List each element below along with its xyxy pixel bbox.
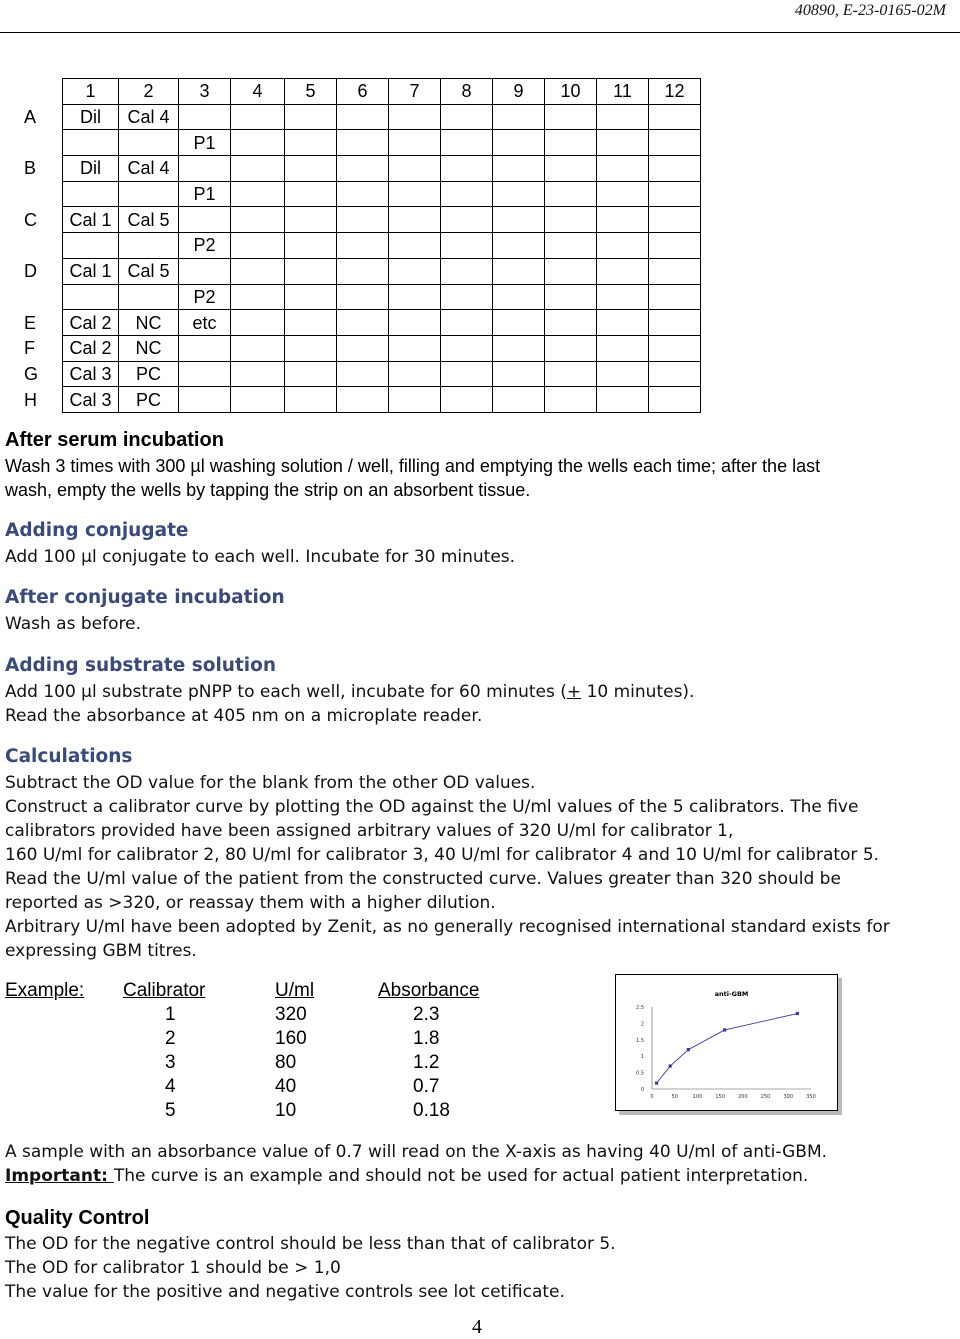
plate-well bbox=[649, 387, 701, 413]
plate-well bbox=[441, 284, 493, 310]
plate-well bbox=[493, 310, 545, 336]
plate-row bbox=[16, 335, 701, 361]
plate-well bbox=[649, 156, 701, 182]
plate-well bbox=[389, 207, 441, 233]
qc-line: The OD for calibrator 1 should be > 1,0 bbox=[5, 1258, 341, 1278]
plate-well bbox=[597, 310, 649, 336]
plate-well: Cal 1 bbox=[63, 207, 119, 233]
plate-well bbox=[597, 284, 649, 310]
plate-well bbox=[649, 258, 701, 284]
plate-well bbox=[389, 387, 441, 413]
plate-well bbox=[597, 258, 649, 284]
plate-row bbox=[16, 207, 701, 233]
example-cell-absorbance: 1.8 bbox=[413, 1028, 440, 1049]
example-cell-absorbance: 0.7 bbox=[413, 1076, 440, 1097]
plate-well bbox=[179, 258, 231, 284]
plate-well bbox=[231, 130, 285, 156]
plate-well bbox=[285, 104, 337, 130]
plate-well bbox=[545, 156, 597, 182]
plate-row-label: G bbox=[24, 363, 39, 384]
substrate-line-1b: 10 minutes). bbox=[581, 682, 695, 702]
plate-well: Cal 3 bbox=[63, 361, 119, 387]
plate-well bbox=[493, 156, 545, 182]
plus-minus-underline: + bbox=[566, 682, 582, 702]
plate-row bbox=[16, 361, 701, 387]
plate-well: Cal 5 bbox=[119, 258, 179, 284]
plate-well bbox=[545, 361, 597, 387]
example-cell-calibrator: 3 bbox=[165, 1052, 176, 1073]
plate-column-header: 2 bbox=[119, 79, 179, 105]
plate-well bbox=[545, 258, 597, 284]
plate-row bbox=[16, 233, 701, 259]
plate-well bbox=[389, 104, 441, 130]
plate-well bbox=[493, 387, 545, 413]
chart-y-tick-label: 2 bbox=[640, 1021, 644, 1028]
chart-y-tick-label: 1 bbox=[640, 1054, 644, 1061]
plate-well bbox=[285, 258, 337, 284]
plate-well bbox=[441, 361, 493, 387]
plate-well: PC bbox=[119, 361, 179, 387]
plate-well: P2 bbox=[179, 284, 231, 310]
example-table bbox=[5, 980, 525, 1120]
plate-well bbox=[389, 258, 441, 284]
plate-well bbox=[649, 181, 701, 207]
plate-well bbox=[649, 207, 701, 233]
chart-x-tick-label: 250 bbox=[760, 1094, 771, 1100]
plate-well bbox=[285, 156, 337, 182]
plate-column-header: 7 bbox=[389, 79, 441, 105]
plate-well bbox=[179, 104, 231, 130]
plate-well bbox=[545, 233, 597, 259]
chart-x-tick-label: 100 bbox=[692, 1094, 703, 1100]
plate-well bbox=[337, 181, 389, 207]
chart-x-tick-label: 150 bbox=[715, 1094, 725, 1100]
plate-well bbox=[179, 207, 231, 233]
chart-x-tick-label: 0 bbox=[650, 1094, 654, 1100]
plate-well bbox=[285, 387, 337, 413]
plate-row bbox=[16, 104, 701, 130]
plate-row-label: A bbox=[24, 107, 37, 128]
plate-row-label: C bbox=[24, 209, 37, 230]
example-header-calibrator: Calibrator bbox=[123, 980, 206, 1001]
page-number: 4 bbox=[472, 1316, 482, 1338]
important-label: Important: bbox=[5, 1166, 114, 1186]
plate-well bbox=[441, 310, 493, 336]
plate-well bbox=[63, 181, 119, 207]
qc-heading: Quality Control bbox=[5, 1207, 150, 1229]
plate-well bbox=[389, 156, 441, 182]
example-cell-absorbance: 0.18 bbox=[413, 1100, 450, 1121]
plate-well bbox=[337, 284, 389, 310]
plate-well bbox=[493, 284, 545, 310]
example-cell-absorbance: 2.3 bbox=[413, 1004, 440, 1025]
plate-well bbox=[649, 104, 701, 130]
plate-well bbox=[231, 335, 285, 361]
example-cell-uml: 10 bbox=[275, 1100, 297, 1121]
plate-well bbox=[597, 130, 649, 156]
plate-well bbox=[597, 104, 649, 130]
plate-well bbox=[545, 104, 597, 130]
plate-well bbox=[389, 130, 441, 156]
plate-well bbox=[179, 387, 231, 413]
chart-y-tick-label: 1.5 bbox=[636, 1037, 644, 1044]
plate-well bbox=[119, 233, 179, 259]
plate-row bbox=[16, 310, 701, 336]
calculations-body bbox=[5, 771, 890, 963]
example-header-absorbance: Absorbance bbox=[378, 980, 480, 1001]
plate-well bbox=[493, 130, 545, 156]
plate-well bbox=[337, 258, 389, 284]
substrate-line-2: Read the absorbance at 405 nm on a microplate reader. bbox=[5, 706, 483, 726]
plate-well bbox=[441, 207, 493, 233]
plate-well bbox=[337, 207, 389, 233]
sample-note: A sample with an absorbance value of 0.7 will read on the X-axis as having 40 U/ml of anti-GBM. bbox=[5, 1142, 828, 1162]
chart-data-point bbox=[796, 1012, 799, 1015]
plate-well bbox=[231, 361, 285, 387]
plate-well bbox=[441, 335, 493, 361]
important-text: The curve is an example and should not be used for actual patient interpretation. bbox=[113, 1166, 809, 1186]
example-label: Example: bbox=[5, 980, 85, 1001]
plate-well bbox=[119, 181, 179, 207]
plate-well: Dil bbox=[63, 104, 119, 130]
example-header-uml: U/ml bbox=[275, 980, 315, 1001]
substrate-line-1a: Add 100 µl substrate pNPP to each well, incubate for 60 minutes ( bbox=[5, 682, 567, 702]
important-note bbox=[5, 1164, 827, 1188]
plate-well bbox=[389, 335, 441, 361]
chart-data-point bbox=[687, 1048, 690, 1051]
plate-well bbox=[597, 361, 649, 387]
chart-svg bbox=[616, 975, 837, 1110]
plate-well bbox=[441, 104, 493, 130]
plate-well bbox=[285, 284, 337, 310]
chart-series-line bbox=[657, 1014, 798, 1084]
plate-well bbox=[231, 181, 285, 207]
plate-row bbox=[16, 258, 701, 284]
plate-well bbox=[389, 361, 441, 387]
example-cell-uml: 40 bbox=[275, 1076, 297, 1097]
plate-well bbox=[441, 233, 493, 259]
plate-well: NC bbox=[119, 310, 179, 336]
plate-well bbox=[545, 310, 597, 336]
chart-x-tick-label: 300 bbox=[783, 1094, 794, 1100]
plate-well bbox=[63, 284, 119, 310]
calc-line: Arbitrary U/ml have been adopted by Zenit, as no generally recognised international standard exists for bbox=[5, 917, 890, 937]
plate-well: etc bbox=[179, 310, 231, 336]
calculations-heading: Calculations bbox=[5, 746, 133, 767]
plate-well bbox=[231, 284, 285, 310]
notes-section bbox=[5, 1140, 827, 1188]
plate-column-header: 10 bbox=[545, 79, 597, 105]
plate-well bbox=[545, 207, 597, 233]
plate-well bbox=[337, 335, 389, 361]
plate-well bbox=[285, 207, 337, 233]
after-conjugate-section bbox=[5, 586, 285, 636]
calculations-section bbox=[5, 745, 890, 963]
plate-row-label bbox=[16, 284, 63, 310]
serum-section bbox=[5, 428, 820, 502]
plate-well bbox=[337, 156, 389, 182]
plate-row bbox=[16, 284, 701, 310]
plate-well bbox=[231, 387, 285, 413]
plate-well bbox=[285, 361, 337, 387]
plate-well: NC bbox=[119, 335, 179, 361]
after-conjugate-text: Wash as before. bbox=[5, 614, 141, 634]
calc-line: Subtract the OD value for the blank from the other OD values. bbox=[5, 773, 536, 793]
chart-data-point bbox=[669, 1064, 672, 1067]
calc-line: 160 U/ml for calibrator 2, 80 U/ml for calibrator 3, 40 U/ml for calibrator 4 and 10 U/ml for calibrator 5. bbox=[5, 845, 880, 865]
plate-column-header: 5 bbox=[285, 79, 337, 105]
plate-column-header: 6 bbox=[337, 79, 389, 105]
plate-well bbox=[179, 361, 231, 387]
chart-y-tick-label: 2.5 bbox=[636, 1005, 644, 1011]
plate-well bbox=[649, 310, 701, 336]
plate-column-header: 1 bbox=[63, 79, 119, 105]
example-cell-calibrator: 4 bbox=[165, 1076, 176, 1097]
plate-row-label: H bbox=[24, 389, 37, 410]
plate-well bbox=[493, 181, 545, 207]
plate-well bbox=[493, 258, 545, 284]
plate-well bbox=[179, 156, 231, 182]
plate-well bbox=[63, 233, 119, 259]
plate-column-header: 11 bbox=[597, 79, 649, 105]
plate-well: Cal 3 bbox=[63, 387, 119, 413]
plate-well bbox=[597, 181, 649, 207]
calc-line: Read the U/ml value of the patient from the constructed curve. Values greater than 320 should be bbox=[5, 869, 841, 889]
plate-well bbox=[389, 181, 441, 207]
serum-heading: After serum incubation bbox=[5, 429, 224, 451]
example-cell-uml: 80 bbox=[275, 1052, 297, 1073]
plate-row bbox=[16, 130, 701, 156]
substrate-heading: Adding substrate solution bbox=[5, 655, 277, 676]
substrate-line-1 bbox=[5, 680, 694, 704]
plate-well bbox=[441, 387, 493, 413]
plate-well: Cal 5 bbox=[119, 207, 179, 233]
plate-well bbox=[231, 233, 285, 259]
conjugate-text: Add 100 µl conjugate to each well. Incubate for 30 minutes. bbox=[5, 547, 516, 567]
plate-well bbox=[285, 233, 337, 259]
plate-well bbox=[231, 310, 285, 336]
plate-well bbox=[493, 104, 545, 130]
chart-y-tick-label: 0.5 bbox=[636, 1070, 644, 1077]
plate-column-header: 3 bbox=[179, 79, 231, 105]
plate-well: Cal 2 bbox=[63, 335, 119, 361]
plate-column-header: 12 bbox=[649, 79, 701, 105]
plate-column-header: 8 bbox=[441, 79, 493, 105]
conjugate-heading: Adding conjugate bbox=[5, 520, 189, 541]
plate-well bbox=[231, 258, 285, 284]
plate-well bbox=[119, 284, 179, 310]
plate-well: Cal 1 bbox=[63, 258, 119, 284]
plate-well bbox=[389, 233, 441, 259]
after-conjugate-heading: After conjugate incubation bbox=[5, 587, 285, 608]
plate-well bbox=[649, 233, 701, 259]
plate-well bbox=[493, 335, 545, 361]
plate-well bbox=[389, 284, 441, 310]
example-cell-calibrator: 2 bbox=[165, 1028, 176, 1049]
plate-well bbox=[337, 310, 389, 336]
plate-well bbox=[493, 207, 545, 233]
example-cell-calibrator: 5 bbox=[165, 1100, 176, 1121]
plate-well bbox=[285, 335, 337, 361]
plate-well bbox=[649, 284, 701, 310]
plate-well bbox=[545, 130, 597, 156]
chart-data-point bbox=[655, 1081, 658, 1084]
plate-well bbox=[649, 335, 701, 361]
plate-well bbox=[545, 335, 597, 361]
plate-well bbox=[119, 130, 179, 156]
plate-row-label: F bbox=[24, 338, 35, 359]
document-id: 40890, E-23-0165-02M bbox=[794, 2, 946, 19]
plate-row-label: E bbox=[24, 312, 37, 333]
plate-well bbox=[231, 156, 285, 182]
chart-data-point bbox=[723, 1028, 726, 1031]
calibration-chart bbox=[615, 974, 838, 1111]
plate-well bbox=[597, 207, 649, 233]
chart-x-tick-label: 50 bbox=[671, 1094, 678, 1100]
example-cell-absorbance: 1.2 bbox=[413, 1052, 440, 1073]
plate-well bbox=[597, 156, 649, 182]
serum-line-2: wash, empty the wells by tapping the strip on an absorbent tissue. bbox=[5, 480, 531, 500]
plate-well bbox=[493, 233, 545, 259]
plate-well bbox=[231, 104, 285, 130]
plate-well bbox=[649, 130, 701, 156]
plate-well bbox=[441, 181, 493, 207]
plate-well: P1 bbox=[179, 181, 231, 207]
plate-well bbox=[441, 156, 493, 182]
chart-x-tick-label: 350 bbox=[806, 1094, 816, 1100]
qc-body bbox=[5, 1232, 616, 1304]
chart-y-tick-label: 0 bbox=[640, 1087, 644, 1093]
plate-well bbox=[179, 335, 231, 361]
example-cell-calibrator: 1 bbox=[165, 1004, 176, 1025]
plate-well bbox=[285, 181, 337, 207]
plate-row-label bbox=[16, 181, 63, 207]
plate-well bbox=[545, 181, 597, 207]
qc-section bbox=[5, 1206, 616, 1304]
header-rule bbox=[0, 32, 960, 33]
plate-row-label bbox=[16, 233, 63, 259]
plate-row-label bbox=[16, 130, 63, 156]
plate-well bbox=[597, 335, 649, 361]
plate-well bbox=[389, 310, 441, 336]
plate-well: Dil bbox=[63, 156, 119, 182]
calc-line: Construct a calibrator curve by plotting the OD against the U/ml values of the 5 calibrators. The five bbox=[5, 797, 859, 817]
plate-well bbox=[597, 387, 649, 413]
plate-row bbox=[16, 181, 701, 207]
plate-well: PC bbox=[119, 387, 179, 413]
conjugate-section bbox=[5, 519, 515, 569]
plate-well bbox=[493, 361, 545, 387]
calc-line: calibrators provided have been assigned arbitrary values of 320 U/ml for calibrator 1, bbox=[5, 821, 734, 841]
calc-line: reported as >320, or reassay them with a higher dilution. bbox=[5, 893, 496, 913]
plate-well bbox=[63, 130, 119, 156]
plate-well: P2 bbox=[179, 233, 231, 259]
plate-row-label: B bbox=[24, 158, 37, 179]
plate-well: Cal 2 bbox=[63, 310, 119, 336]
plate-well bbox=[545, 387, 597, 413]
plate-well: P1 bbox=[179, 130, 231, 156]
example-cell-uml: 160 bbox=[275, 1028, 307, 1049]
plate-well: Cal 4 bbox=[119, 104, 179, 130]
plate-well bbox=[285, 310, 337, 336]
plate-well bbox=[337, 104, 389, 130]
plate-well bbox=[337, 233, 389, 259]
plate-well bbox=[649, 361, 701, 387]
plate-row bbox=[16, 156, 701, 182]
plate-column-header: 9 bbox=[493, 79, 545, 105]
plate-well bbox=[285, 130, 337, 156]
qc-line: The value for the positive and negative controls see lot cetificate. bbox=[5, 1282, 565, 1302]
plate-well bbox=[597, 233, 649, 259]
plate-layout-table bbox=[16, 78, 701, 413]
plate-row bbox=[16, 387, 701, 413]
chart-title: anti-GBM bbox=[714, 990, 749, 998]
calc-line: expressing GBM titres. bbox=[5, 941, 197, 961]
plate-well: Cal 4 bbox=[119, 156, 179, 182]
plate-well bbox=[441, 130, 493, 156]
substrate-section bbox=[5, 654, 694, 728]
plate-well bbox=[337, 387, 389, 413]
plate-row-label: D bbox=[24, 261, 37, 282]
plate-well bbox=[337, 361, 389, 387]
plate-well bbox=[545, 284, 597, 310]
serum-line-1: Wash 3 times with 300 µl washing solution / well, filling and emptying the wells each time; after the last bbox=[5, 456, 821, 476]
plate-column-header: 4 bbox=[231, 79, 285, 105]
chart-x-tick-label: 200 bbox=[738, 1094, 748, 1100]
plate-well bbox=[337, 130, 389, 156]
plate-well bbox=[231, 207, 285, 233]
plate-well bbox=[441, 258, 493, 284]
qc-line: The OD for the negative control should be less than that of calibrator 5. bbox=[5, 1234, 616, 1254]
example-cell-uml: 320 bbox=[275, 1004, 307, 1025]
